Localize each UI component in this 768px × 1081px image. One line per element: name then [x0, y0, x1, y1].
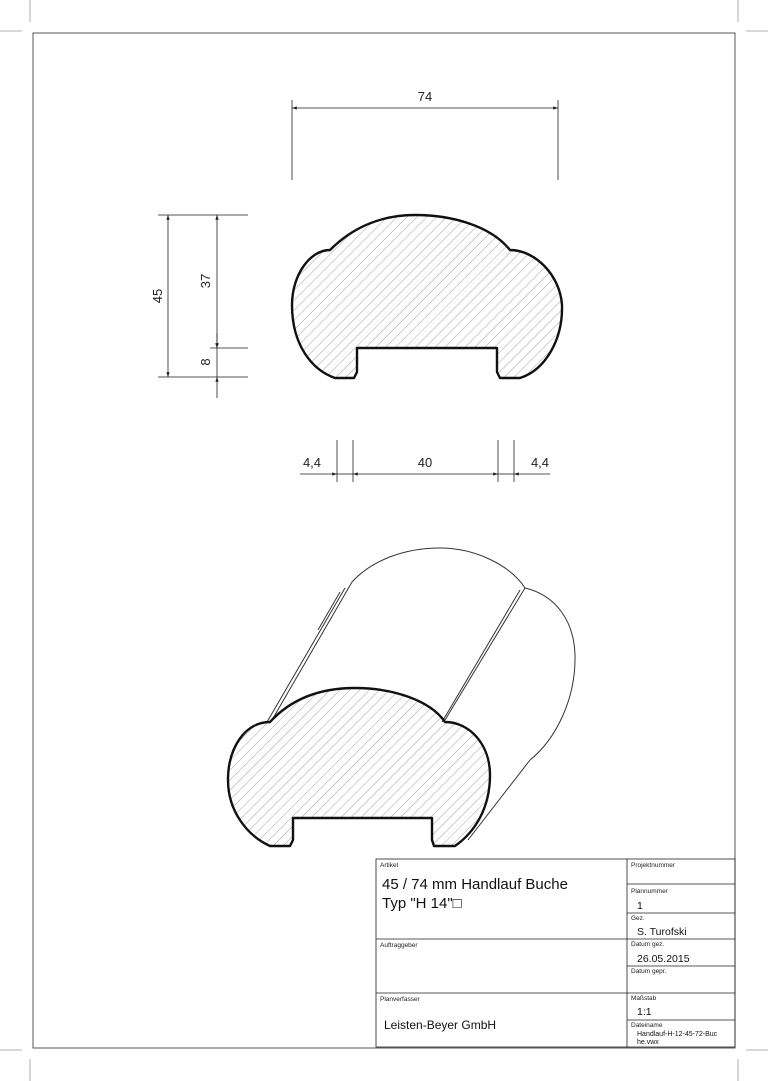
dateiname-line2: he.vwx	[637, 1039, 659, 1046]
isometric-front-face	[228, 688, 490, 846]
artikel-line2: Typ "H 14"□	[382, 895, 462, 912]
dim-right-lip-label: 4,4	[530, 455, 550, 470]
dim-left-lip-label: 4,4	[302, 455, 322, 470]
dim-width	[292, 100, 558, 180]
artikel-label: Artikel	[380, 862, 399, 869]
artikel-line1: 45 / 74 mm Handlauf Buche	[382, 876, 568, 893]
gez-label: Gez.	[631, 915, 645, 922]
dim-groove-width-label: 40	[417, 455, 433, 470]
dateiname-label: Dateiname	[631, 1022, 663, 1029]
dim-height-upper-label: 37	[198, 273, 213, 289]
profile-section	[292, 215, 562, 378]
profile-outline	[292, 215, 562, 378]
datum-gez-label: Datum gez.	[631, 941, 665, 948]
massstab-value: 1:1	[637, 1006, 652, 1018]
dim-width-label: 74	[417, 89, 433, 104]
planverfasser-label: Planverfasser	[380, 996, 420, 1003]
dateiname-line1: Handlauf-H-12-45-72-Buc	[637, 1031, 718, 1038]
projektnummer-label: Projektnummer	[631, 862, 676, 869]
datum-gepr-label: Datum gepr.	[631, 968, 667, 975]
datum-gez-value: 26.05.2015	[637, 953, 690, 965]
planverfasser-value: Leisten-Beyer GmbH	[384, 1018, 497, 1032]
gez-value: S. Turofski	[637, 926, 687, 938]
profile-isometric	[228, 548, 575, 846]
dim-height-total-label: 45	[150, 288, 165, 304]
dim-height-groove-label: 8	[198, 358, 213, 366]
plannummer-label: Plannummer	[631, 888, 668, 895]
massstab-label: Maßstab	[631, 995, 657, 1002]
dim-heights	[158, 215, 248, 398]
plannummer-value: 1	[637, 900, 643, 912]
auftraggeber-label: Auftraggeber	[380, 942, 418, 949]
